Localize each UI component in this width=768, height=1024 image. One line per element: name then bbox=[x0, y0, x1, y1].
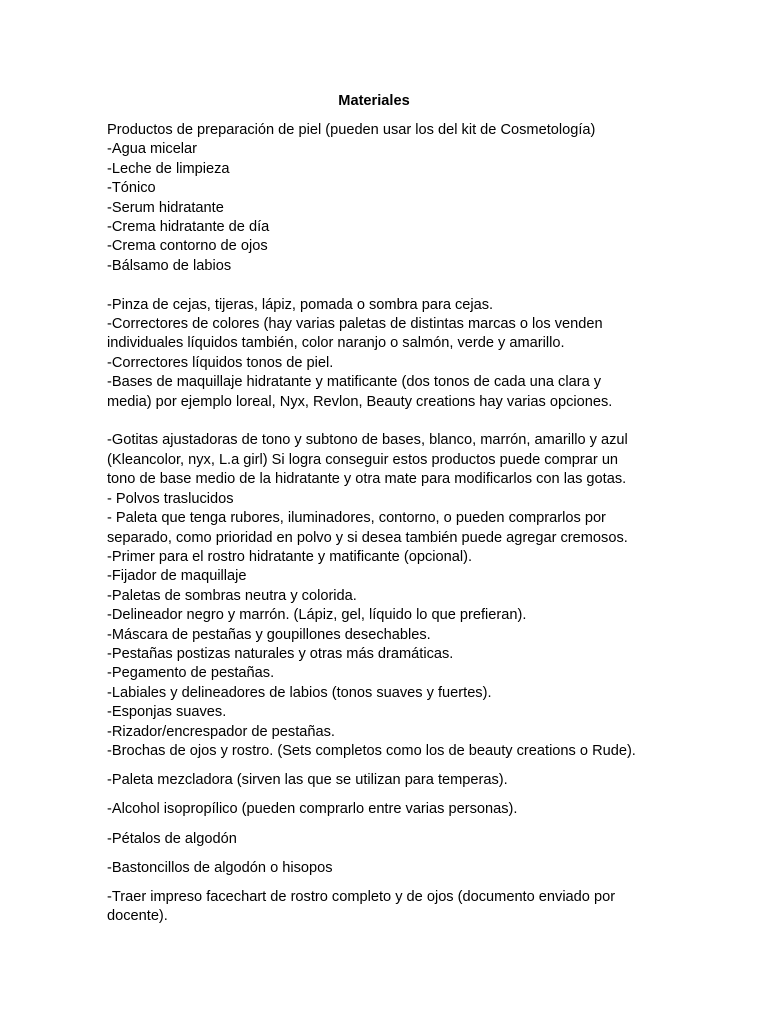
list-item: - Polvos traslucidos bbox=[107, 490, 234, 507]
list-item: -Crema hidratante de día bbox=[107, 219, 270, 236]
paragraph: -Alcohol isopropílico (pueden comprarlo entre varias personas). bbox=[107, 801, 518, 818]
list-item: -Correctores líquidos tonos de piel. bbox=[107, 354, 334, 371]
paragraph: -Traer impreso facechart de rostro completo y de ojos (documento enviado por bbox=[107, 888, 616, 905]
list-item: -Esponjas suaves. bbox=[107, 704, 227, 721]
list-item: media) por ejemplo loreal, Nyx, Revlon, Beauty creations hay varias opciones. bbox=[107, 393, 613, 410]
list-item: -Agua micelar bbox=[107, 141, 198, 158]
list-item: -Máscara de pestañas y goupillones desechables. bbox=[107, 626, 431, 643]
paragraph: -Pétalos de algodón bbox=[107, 830, 237, 847]
list-item: tono de base medio de la hidratante y otra mate para modificarlos con las gotas. bbox=[107, 471, 627, 488]
list-item: -Fijador de maquillaje bbox=[107, 568, 247, 585]
blank-line bbox=[107, 412, 667, 431]
list-item: -Delineador negro y marrón. (Lápiz, gel, líquido lo que prefieran). bbox=[107, 607, 527, 624]
list-item: -Primer para el rostro hidratante y matificante (opcional). bbox=[107, 548, 472, 565]
paragraph-spacer bbox=[107, 878, 667, 888]
list-item: -Leche de limpieza bbox=[107, 160, 230, 177]
list-item: -Bases de maquillaje hidratante y matificante (dos tonos de cada una clara y bbox=[107, 374, 602, 391]
paragraph-spacer bbox=[107, 791, 667, 801]
paragraph-spacer bbox=[107, 761, 667, 771]
list-item: -Crema contorno de ojos bbox=[107, 238, 268, 255]
list-item: -Rizador/encrespador de pestañas. bbox=[107, 723, 335, 740]
list-item: Productos de preparación de piel (pueden usar los del kit de Cosmetología) bbox=[107, 122, 596, 138]
list-item: (Kleancolor, nyx, L.a girl) Si logra conseguir estos productos puede comprar un bbox=[107, 451, 619, 468]
document-title: Materiales bbox=[338, 93, 410, 109]
list-item: individuales líquidos también, color naranjo o salmón, verde y amarillo. bbox=[107, 335, 565, 352]
list-item: -Pegamento de pestañas. bbox=[107, 665, 275, 682]
paragraph-spacer bbox=[107, 820, 667, 830]
list-item: -Paletas de sombras neutra y colorida. bbox=[107, 587, 357, 604]
paragraph: -Paleta mezcladora (sirven las que se utilizan para temperas). bbox=[107, 772, 508, 789]
list-item: -Pinza de cejas, tijeras, lápiz, pomada o sombra para cejas. bbox=[107, 296, 494, 313]
paragraph: docente). bbox=[107, 908, 168, 925]
list-item: -Brochas de ojos y rostro. (Sets completos como los de beauty creations o Rude). bbox=[107, 742, 636, 759]
paragraph-spacer bbox=[107, 849, 667, 859]
list-item: -Pestañas postizas naturales y otras más dramáticas. bbox=[107, 645, 454, 662]
list-item: separado, como prioridad en polvo y si desea también puede agregar cremosos. bbox=[107, 529, 628, 546]
list-item: -Correctores de colores (hay varias paletas de distintas marcas o los venden bbox=[107, 316, 603, 333]
list-item: -Serum hidratante bbox=[107, 199, 224, 216]
list-item: - Paleta que tenga rubores, iluminadores, contorno, o pueden comprarlos por bbox=[107, 510, 606, 527]
list-item: -Bálsamo de labios bbox=[107, 257, 232, 274]
paragraph: -Bastoncillos de algodón o hisopos bbox=[107, 859, 333, 876]
blank-line bbox=[107, 276, 667, 295]
document-body bbox=[107, 121, 667, 927]
list-item: -Labiales y delineadores de labios (tonos suaves y fuertes). bbox=[107, 684, 492, 701]
list-item: -Tónico bbox=[107, 180, 156, 197]
list-item: -Gotitas ajustadoras de tono y subtono de bases, blanco, marrón, amarillo y azul bbox=[107, 432, 628, 449]
